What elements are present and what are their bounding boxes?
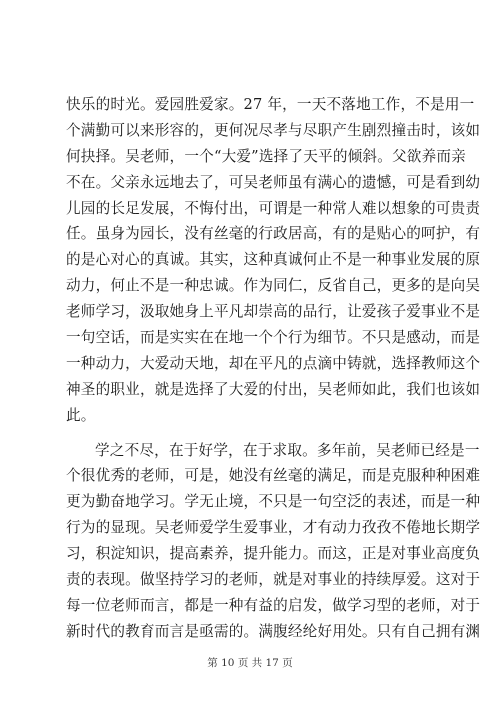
text-line: 何抉择。吴老师，一个“大爱”选择了天平的倾斜。父欲养而亲 — [66, 147, 466, 165]
page-number: 第 10 页 共 17 页 — [207, 657, 293, 669]
text-line: 一种动力，大爱动天地，却在平凡的点滴中铸就，选择教师这个 — [66, 354, 481, 372]
paragraph-2 — [66, 438, 481, 645]
text-line: 习，积淀知识，提高素养，提升能力。而这，正是对事业高度负 — [66, 545, 481, 563]
text-line: 个满勤可以来形容的，更何况尽孝与尽职产生剧烈撞击时，该如 — [66, 121, 481, 139]
text-line: 一句空话，而是实实在在地一个个行为细节。不只是感动，而是 — [66, 329, 481, 347]
text-line: 不在。父亲永远地去了，可吴老师虽有满心的遗憾，可是看到幼 — [66, 173, 481, 191]
text-line: 行为的显现。吴老师爱学生爱事业，才有动力孜孜不倦地长期学 — [66, 519, 481, 537]
body-text — [66, 92, 481, 645]
text-line: 责的表现。做坚持学习的老师，就是对事业的持续厚爱。这对于 — [66, 571, 481, 589]
text-line: 儿园的长足发展，不悔付出，可谓是一种常人难以想象的可贵责 — [66, 199, 481, 217]
text-line: 更为勤奋地学习。学无止境，不只是一句空泛的表述，而是一种 — [66, 493, 481, 511]
text-line: 个很优秀的老师，可是，她没有丝毫的满足，而是克服种种困难 — [66, 467, 481, 485]
text-line: 神圣的职业，就是选择了大爱的付出，吴老师如此，我们也该如 — [66, 380, 481, 398]
paragraph-spacer — [66, 429, 434, 438]
text-line: 快乐的时光。爱园胜爱家。27 年，一天不落地工作，不是用一 — [66, 96, 475, 113]
text-line: 每一位老师而言，都是一种有益的启发，做学习型的老师，对于 — [66, 596, 481, 614]
page-footer — [0, 655, 500, 670]
text-line: 的是心对心的真诚。其实，这种真诚何止不是一种事业发展的原 — [66, 251, 481, 269]
text-line: 老师学习，汲取她身上平凡却崇高的品行，让爱孩子爱事业不是 — [66, 303, 481, 321]
paragraph-1 — [66, 92, 481, 429]
text-line: 新时代的教育而言是亟需的。满腹经纶好用处。只有自己拥有渊 — [66, 622, 481, 640]
text-line: 任。虽身为园长，没有丝毫的行政居高，有的是贴心的呵护，有 — [66, 225, 481, 243]
text-line: 动力，何止不是一种忠诚。作为同仁，反省自己，更多的是向吴 — [66, 277, 481, 295]
text-line: 此。 — [66, 406, 96, 424]
text-line: 学之不尽，在于好学，在于求取。多年前，吴老师已经是一 — [95, 441, 480, 459]
